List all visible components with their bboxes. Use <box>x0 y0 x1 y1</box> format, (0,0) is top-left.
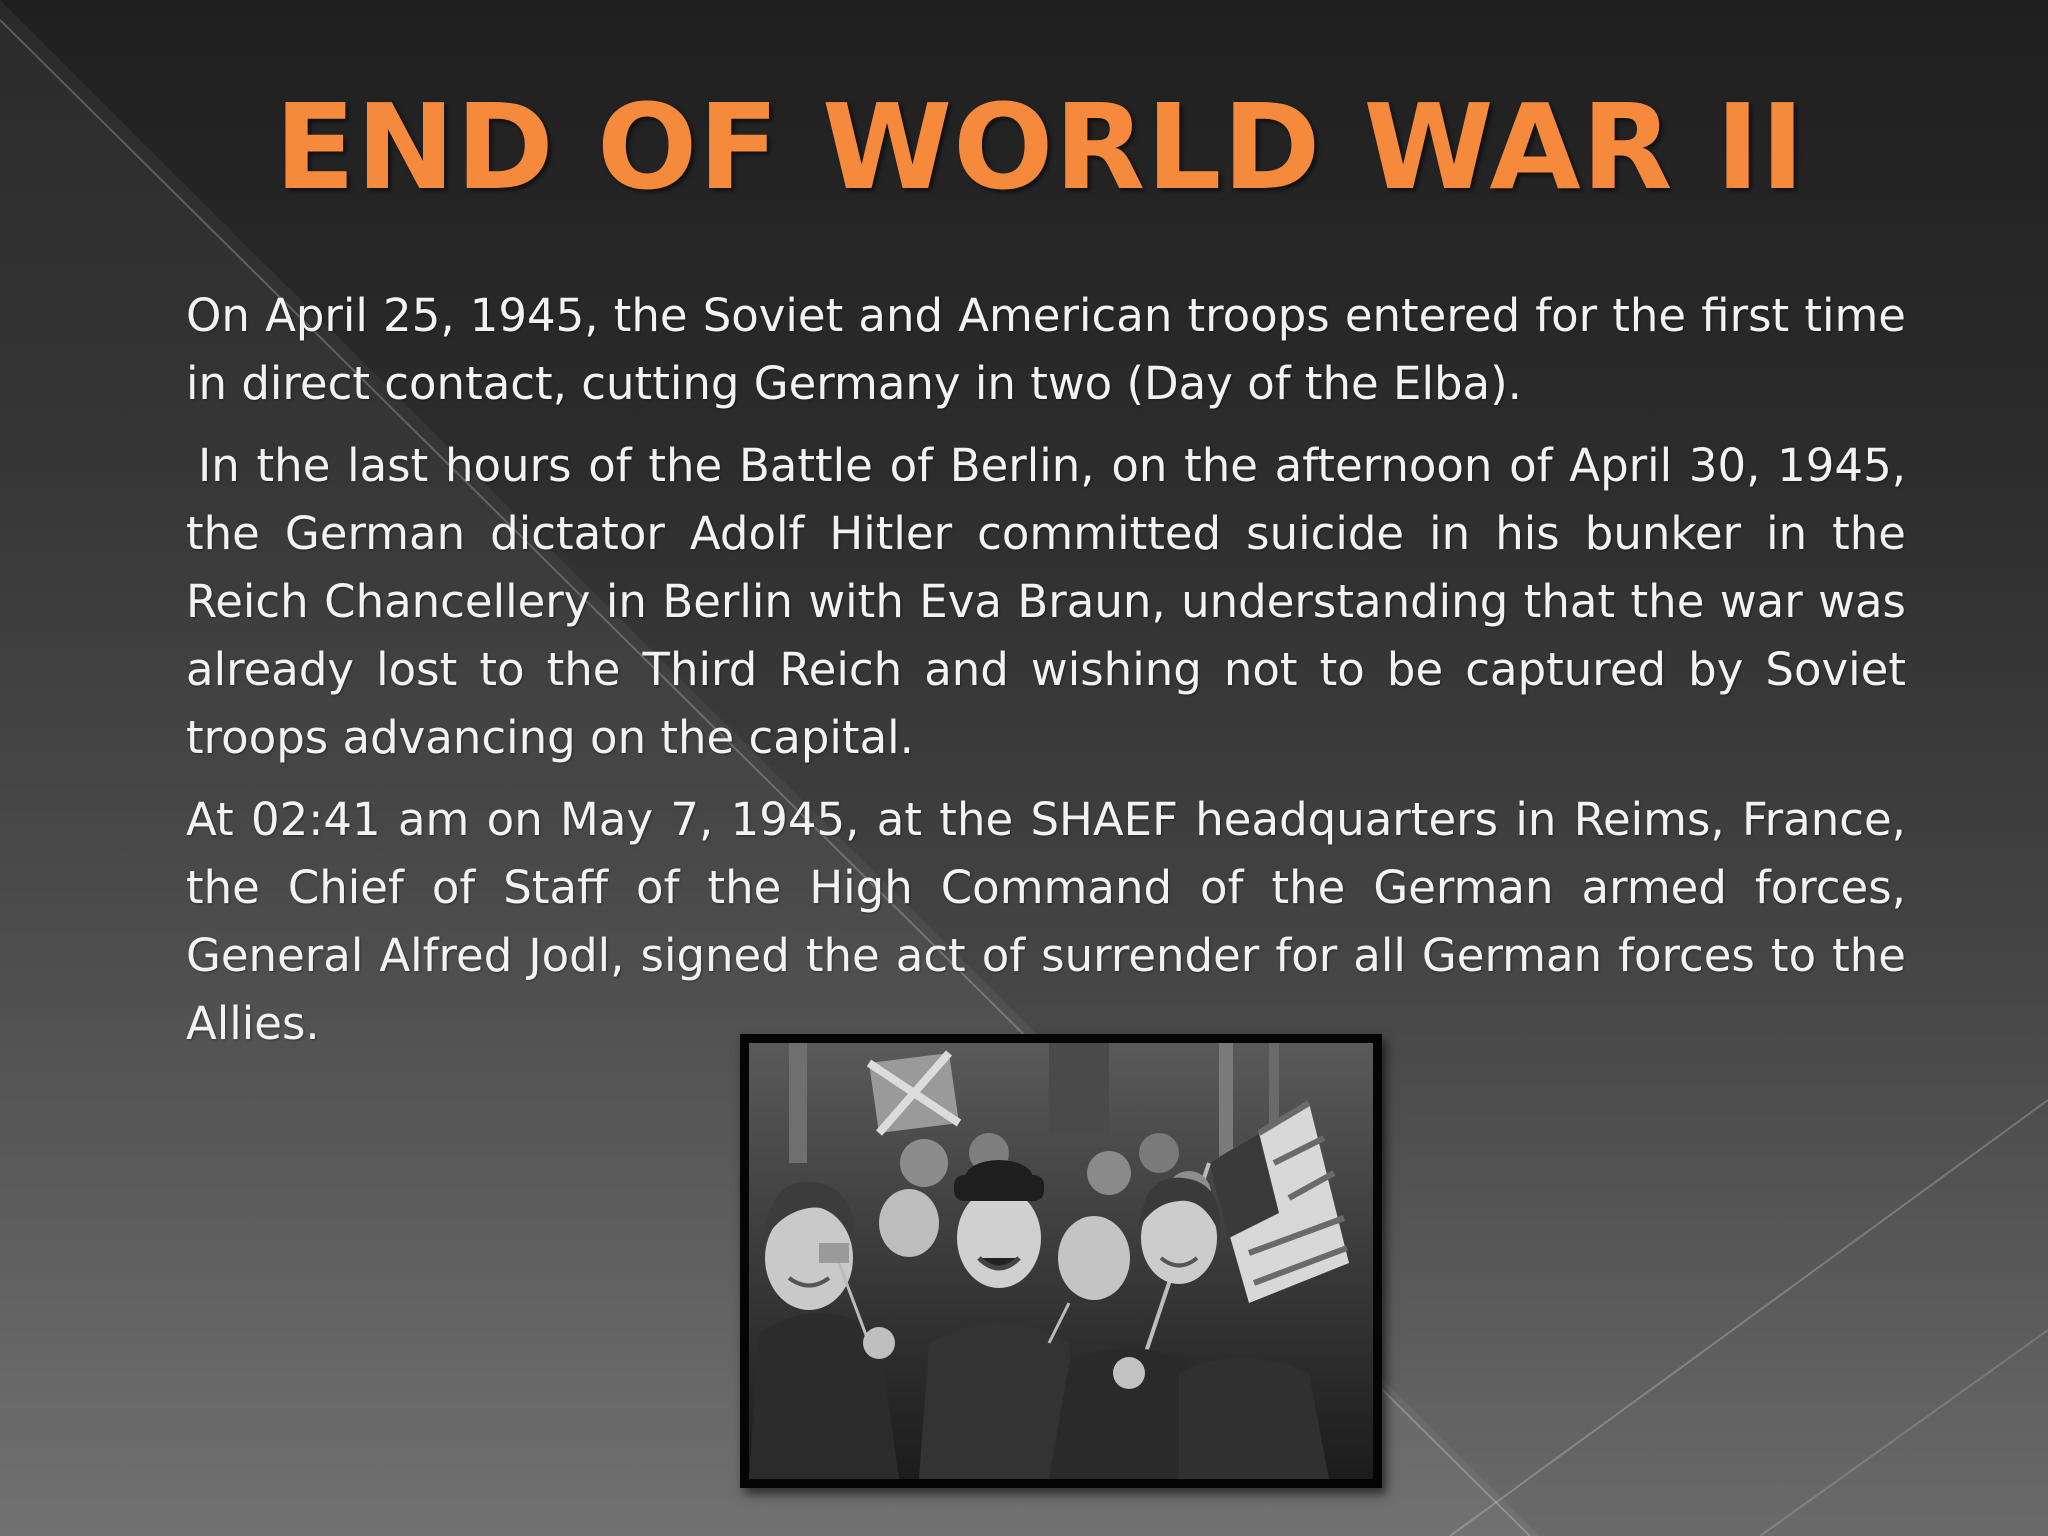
celebration-photo-image <box>749 1043 1373 1479</box>
slide-title: END OF WORLD WAR II <box>274 78 1806 216</box>
celebration-photo <box>740 1034 1382 1488</box>
paragraph-battle-of-berlin: In the last hours of the Battle of Berlin, on the afternoon of April 30, 1945, the German dictator Adolf Hitler committed suicide in his bunker in the Reich Chancellery in Berlin with Eva Braun, understanding that the war was already lost to the Third Reich and wishing not to be captured by Soviet troops advancing on the capital. <box>186 439 1906 764</box>
paragraph-elbe-day: On April 25, 1945, the Soviet and American troops entered for the first time in direct contact, cutting Germany in two (Day of the Elba). <box>186 289 1906 410</box>
slide-body <box>186 282 1906 1072</box>
paragraph-german-surrender: At 02:41 am on May 7, 1945, at the SHAEF headquarters in Reims, France, the Chief of Staff of the High Command of the German armed forces, General Alfred Jodl, signed the act of surrender for all German forces to the Allies. <box>186 793 1906 1050</box>
